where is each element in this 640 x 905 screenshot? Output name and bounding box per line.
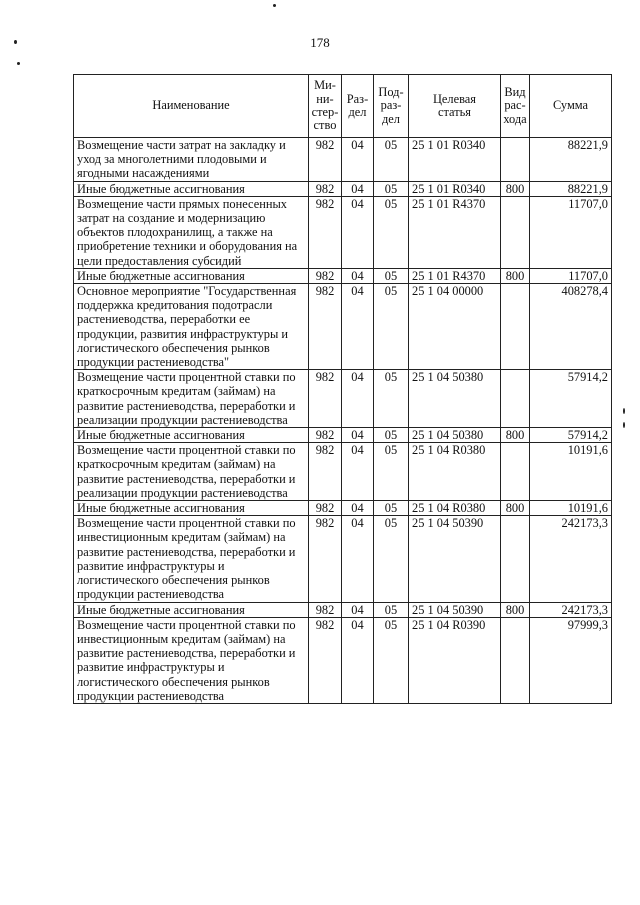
row-name-cell: Возмещение части процентной ставки по краткосрочным кредитам (займам) на развитие растениеводства, переработки и реализации продукции растениеводства [74,443,309,501]
header-section [342,75,374,138]
row-subsection-cell: 05 [374,268,409,283]
table-row [74,602,612,617]
row-sum-cell: 88221,9 [530,138,612,182]
row-expense-cell [501,370,530,428]
row-expense-cell [501,443,530,501]
row-subsection-cell: 05 [374,370,409,428]
row-target-cell: 25 1 04 00000 [409,284,501,370]
row-expense-cell: 800 [501,602,530,617]
row-sum-cell: 97999,3 [530,617,612,703]
row-ministry-cell: 982 [309,516,342,602]
row-sum-cell: 57914,2 [530,370,612,428]
row-section-cell: 04 [342,284,374,370]
row-section-cell: 04 [342,501,374,516]
header-label: Ми- ни- стер- ство [311,78,339,133]
row-subsection-cell: 05 [374,181,409,196]
row-name-cell: Возмещение части процентной ставки по краткосрочным кредитам (займам) на развитие растениеводства, переработки и реализации продукции растениеводства [74,370,309,428]
row-target-cell: 25 1 04 R0390 [409,617,501,703]
page-number: 178 [310,35,330,50]
header-ministry [309,75,342,138]
row-expense-cell: 800 [501,268,530,283]
row-name-cell: Иные бюджетные ассигнования [74,428,309,443]
header-name [74,75,309,138]
row-section-cell: 04 [342,196,374,268]
row-target-cell: 25 1 04 50380 [409,370,501,428]
row-target-cell: 25 1 04 50390 [409,516,501,602]
row-section-cell: 04 [342,602,374,617]
row-subsection-cell: 05 [374,501,409,516]
row-sum-cell: 11707,0 [530,196,612,268]
row-ministry-cell: 982 [309,196,342,268]
header-subsection [374,75,409,138]
table-row [74,284,612,370]
row-target-cell: 25 1 01 R4370 [409,196,501,268]
budget-table [73,74,612,704]
header-label: Под- раз- дел [378,84,404,126]
scan-speck [273,4,276,7]
header-label: Сумма [552,98,589,113]
row-target-cell: 25 1 04 50380 [409,428,501,443]
header-sum [530,75,612,138]
scan-speck [623,408,625,414]
row-name-cell: Возмещение части процентной ставки по инвестиционным кредитам (займам) на развитие растениеводства, переработки и развитие инфраструктуры и логистического обеспечения рынков продукции растениеводства [74,617,309,703]
row-subsection-cell: 05 [374,443,409,501]
table-row [74,501,612,516]
row-expense-cell: 800 [501,501,530,516]
header-label: Вид рас- хода [503,84,527,126]
row-ministry-cell: 982 [309,370,342,428]
row-expense-cell [501,196,530,268]
row-name-cell: Иные бюджетные ассигнования [74,268,309,283]
row-section-cell: 04 [342,138,374,182]
row-section-cell: 04 [342,617,374,703]
row-ministry-cell: 982 [309,284,342,370]
scan-speck [17,62,20,65]
row-name-cell: Иные бюджетные ассигнования [74,602,309,617]
row-ministry-cell: 982 [309,268,342,283]
table-row [74,516,612,602]
header-label: Наименование [152,98,230,113]
row-ministry-cell: 982 [309,617,342,703]
row-target-cell: 25 1 04 50390 [409,602,501,617]
table-row [74,428,612,443]
row-ministry-cell: 982 [309,602,342,617]
row-target-cell: 25 1 01 R0340 [409,181,501,196]
row-ministry-cell: 982 [309,181,342,196]
row-name-cell: Возмещение части затрат на закладку и уход за многолетними плодовыми и ягодными насаждениями [74,138,309,182]
row-target-cell: 25 1 04 R0380 [409,443,501,501]
row-ministry-cell: 982 [309,138,342,182]
table-body [74,138,612,704]
row-expense-cell [501,516,530,602]
row-sum-cell: 10191,6 [530,443,612,501]
header-target [409,75,501,138]
row-expense-cell [501,284,530,370]
row-name-cell: Возмещение части прямых понесенных затрат на создание и модернизацию объектов плодохранилищ, а также на приобретение техники и оборудования на цели предоставления субсидий [74,196,309,268]
row-subsection-cell: 05 [374,428,409,443]
row-sum-cell: 242173,3 [530,602,612,617]
row-sum-cell: 408278,4 [530,284,612,370]
row-expense-cell: 800 [501,428,530,443]
row-subsection-cell: 05 [374,284,409,370]
table-header-row [74,75,612,138]
row-expense-cell [501,138,530,182]
row-name-cell: Основное мероприятие "Государственная поддержка кредитования подотрасли растениеводства, переработки ее продукции, развития инфраструктуры и логистического обеспечения рынков продукции растениеводства" [74,284,309,370]
row-section-cell: 04 [342,443,374,501]
table-row [74,268,612,283]
row-subsection-cell: 05 [374,138,409,182]
row-sum-cell: 10191,6 [530,501,612,516]
row-target-cell: 25 1 04 R0380 [409,501,501,516]
row-name-cell: Возмещение части процентной ставки по инвестиционным кредитам (займам) на развитие растениеводства, переработки и развитие инфраструктуры и логистического обеспечения рынков продукции растениеводства [74,516,309,602]
row-section-cell: 04 [342,181,374,196]
row-section-cell: 04 [342,516,374,602]
row-subsection-cell: 05 [374,516,409,602]
table-row [74,617,612,703]
row-target-cell: 25 1 01 R4370 [409,268,501,283]
row-subsection-cell: 05 [374,617,409,703]
row-ministry-cell: 982 [309,443,342,501]
table-row [74,138,612,182]
row-sum-cell: 88221,9 [530,181,612,196]
scan-speck [623,422,625,428]
table-row [74,443,612,501]
table-row [74,196,612,268]
header-expense [501,75,530,138]
row-ministry-cell: 982 [309,501,342,516]
row-expense-cell: 800 [501,181,530,196]
header-label: Раз- дел [346,91,369,119]
row-section-cell: 04 [342,268,374,283]
row-sum-cell: 242173,3 [530,516,612,602]
row-name-cell: Иные бюджетные ассигнования [74,501,309,516]
row-target-cell: 25 1 01 R0340 [409,138,501,182]
table-row [74,181,612,196]
header-label: Целевая статья [432,91,477,119]
row-sum-cell: 11707,0 [530,268,612,283]
row-name-cell: Иные бюджетные ассигнования [74,181,309,196]
row-section-cell: 04 [342,370,374,428]
row-subsection-cell: 05 [374,196,409,268]
table-row [74,370,612,428]
row-ministry-cell: 982 [309,428,342,443]
row-expense-cell [501,617,530,703]
row-sum-cell: 57914,2 [530,428,612,443]
row-subsection-cell: 05 [374,602,409,617]
row-section-cell: 04 [342,428,374,443]
